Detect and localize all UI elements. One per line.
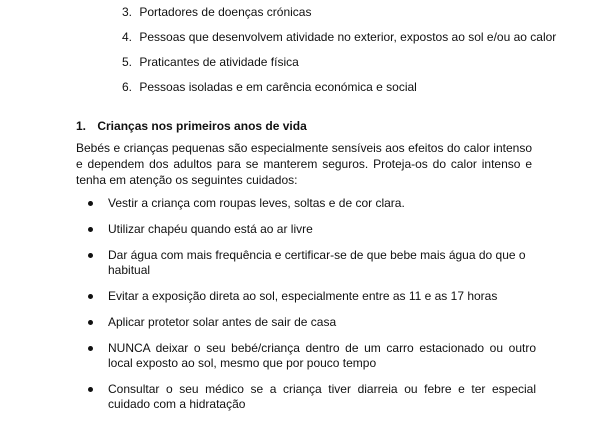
list-item-number: 4.	[122, 30, 133, 44]
bullet-item	[76, 341, 536, 371]
list-item	[122, 50, 582, 75]
bullet-text: Consultar o seu médico se a criança tiver diarreia ou febre e ter especial cuidado com a hidratação	[108, 382, 536, 411]
bullet-item	[76, 382, 536, 412]
bullet-item	[76, 196, 536, 211]
section-heading	[76, 118, 307, 134]
list-item	[122, 75, 582, 100]
bullet-text: Aplicar protetor solar antes de sair de casa	[108, 315, 337, 329]
list-item-text: Praticantes de atividade física	[139, 55, 299, 69]
list-item-text: Portadores de doenças crónicas	[139, 5, 312, 19]
bullet-dot-icon	[88, 227, 93, 232]
numbered-list	[122, 0, 582, 100]
bullet-dot-icon	[88, 320, 93, 325]
bullet-item	[76, 289, 536, 304]
list-item-number: 6.	[122, 80, 133, 94]
bullet-text: Dar água com mais frequência e certificar-se de que bebe mais água do que o habitual	[108, 248, 526, 277]
section-title: Crianças nos primeiros anos de vida	[97, 119, 307, 133]
bullet-dot-icon	[88, 346, 93, 351]
bullet-dot-icon	[88, 387, 93, 392]
bullet-text: Vestir a criança com roupas leves, soltas e de cor clara.	[108, 196, 405, 210]
intro-paragraph: Bebés e crianças pequenas são especialmente sensíveis aos efeitos do calor intenso e dependem dos adultos para se manterem seguros. Proteja-os do calor intenso e tenha em atenção os seguintes cuidados:	[76, 141, 532, 187]
list-item-text: Pessoas isoladas e em carência económica e social	[139, 80, 417, 94]
bullet-text: Utilizar chapéu quando está ao ar livre	[108, 222, 313, 236]
bullet-item	[76, 315, 536, 330]
section-number: 1.	[76, 119, 87, 133]
bullet-dot-icon	[88, 294, 93, 299]
bullet-list	[76, 196, 536, 423]
list-item	[122, 0, 582, 25]
list-item-number: 3.	[122, 5, 133, 19]
bullet-text: Evitar a exposição direta ao sol, especialmente entre as 11 e as 17 horas	[108, 289, 498, 303]
list-item-text: Pessoas que desenvolvem atividade no exterior, expostos ao sol e/ou ao calor	[139, 30, 557, 44]
list-item	[122, 25, 582, 50]
bullet-item	[76, 248, 536, 278]
bullet-dot-icon	[88, 253, 93, 258]
bullet-text: NUNCA deixar o seu bebé/criança dentro de um carro estacionado ou outro local exposto ao sol, mesmo que por pouco tempo	[108, 341, 536, 370]
bullet-item	[76, 222, 536, 237]
list-item-number: 5.	[122, 55, 133, 69]
bullet-dot-icon	[88, 201, 93, 206]
